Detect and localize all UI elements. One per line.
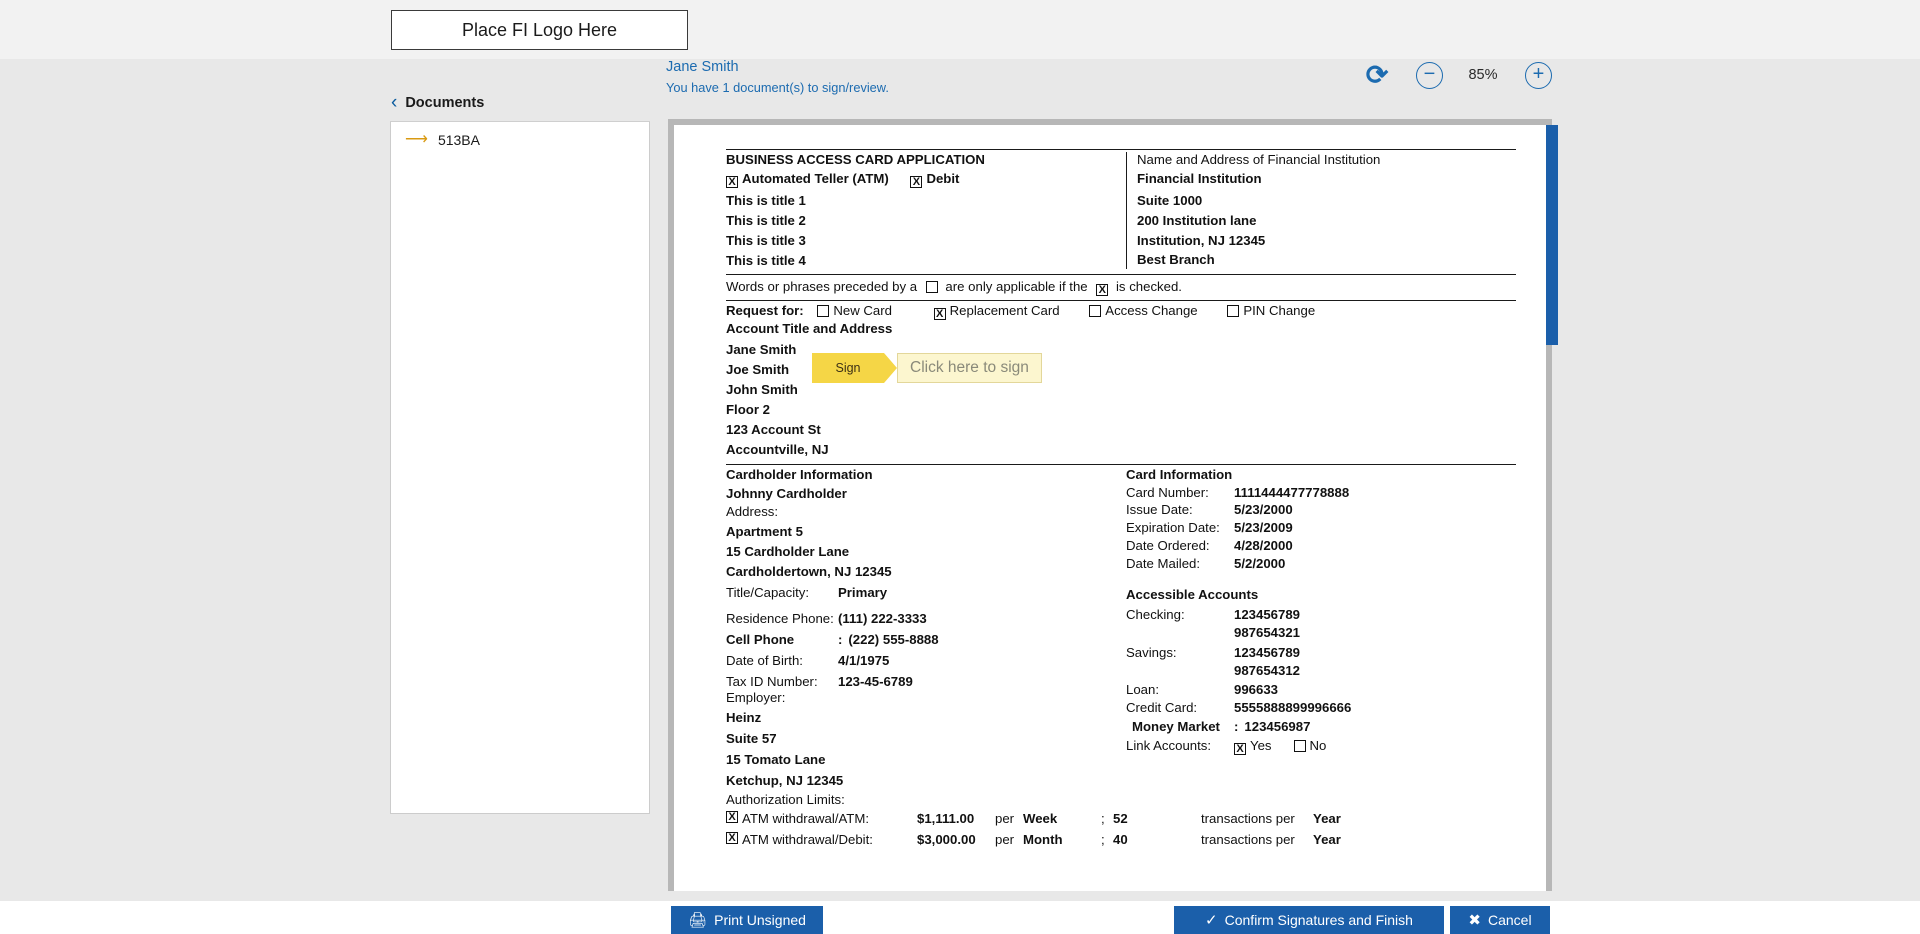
fi-line-4: Institution, NJ 12345 xyxy=(1137,232,1266,248)
sidebar-back-button[interactable] xyxy=(390,84,650,122)
card-info-label: Expiration Date: xyxy=(1126,520,1220,536)
title-capacity-row xyxy=(726,585,1126,602)
auth-limit-period: Week xyxy=(1023,810,1058,826)
accessible-label: Credit Card: xyxy=(1126,700,1198,716)
cancel-button[interactable] xyxy=(1450,906,1550,934)
accessible-accounts-header: Accessible Accounts xyxy=(1126,587,1259,603)
zoom-controls xyxy=(1360,60,1560,104)
title-line-2: This is title 2 xyxy=(726,212,806,228)
request-option-access-change xyxy=(1089,303,1201,318)
auth-limit-trans-label: transactions per xyxy=(1201,810,1295,826)
auth-limit-per: per xyxy=(995,831,1015,847)
zoom-in-button[interactable]: + xyxy=(1525,62,1552,89)
page-scroll-indicator[interactable] xyxy=(1546,125,1558,345)
link-no-label: No xyxy=(1309,738,1327,754)
account-line-6: Accountville, NJ xyxy=(726,441,829,457)
tax-id-label: Tax ID Number: xyxy=(726,673,818,689)
checkbox-access-change-icon[interactable] xyxy=(1089,305,1101,317)
close-icon: ✖ xyxy=(1468,911,1481,929)
accessible-label: Loan: xyxy=(1126,682,1160,698)
accessible-row xyxy=(1126,645,1516,662)
auth-limit-amount: $3,000.00 xyxy=(917,831,976,847)
card-type-debit-label: Debit xyxy=(926,170,960,186)
printer-icon: 🖨 xyxy=(688,911,708,929)
signature-field[interactable] xyxy=(812,353,1042,383)
employer-label: Employer: xyxy=(726,690,786,706)
accessible-label: Savings: xyxy=(1126,644,1177,660)
account-line-1: Jane Smith xyxy=(726,342,797,358)
document-page xyxy=(674,125,1546,891)
account-line-4: Floor 2 xyxy=(726,402,770,418)
auth-limit-trans-period: Year xyxy=(1313,810,1341,826)
auth-limit-count: 52 xyxy=(1113,810,1128,826)
card-info-value: 4/28/2000 xyxy=(1234,538,1293,554)
dob-label: Date of Birth: xyxy=(726,652,803,668)
cancel-label: Cancel xyxy=(1487,912,1532,928)
accessible-value: 987654312 xyxy=(1234,662,1301,678)
card-info-row xyxy=(1126,485,1516,502)
dob-row xyxy=(726,653,1126,670)
divider xyxy=(726,464,1516,465)
auth-limit-amount: $1,111.00 xyxy=(917,810,975,826)
zoom-level-label: 85% xyxy=(1468,67,1498,83)
auth-limit-label: ATM withdrawal/ATM: xyxy=(742,810,870,826)
check-icon: ✓ xyxy=(1205,911,1218,929)
sidebar-title: Documents xyxy=(405,94,485,111)
account-line-5: 123 Account St xyxy=(726,421,821,437)
accessible-row xyxy=(1126,607,1516,624)
accessible-row xyxy=(1126,700,1516,717)
fi-line-3: 200 Institution lane xyxy=(1137,212,1257,228)
accessible-value: 123456789 xyxy=(1234,606,1301,622)
card-type-atm xyxy=(726,171,892,186)
accessible-value: 5555888899996666 xyxy=(1234,700,1352,716)
sign-tag-arrow-icon xyxy=(884,353,897,383)
card-info-value: 5/23/2000 xyxy=(1234,502,1293,518)
card-info-row xyxy=(1126,520,1516,537)
account-title-label: Account Title and Address xyxy=(726,321,893,337)
money-market-row xyxy=(1126,719,1516,736)
auth-limit-per: per xyxy=(995,810,1015,826)
auth-limit-period: Month xyxy=(1023,831,1063,847)
request-option-replacement-card xyxy=(934,303,1064,318)
confirm-signatures-label: Confirm Signatures and Finish xyxy=(1224,912,1413,928)
auth-limit-semicolon: ; xyxy=(1101,831,1105,847)
fi-line-1: Financial Institution xyxy=(1137,170,1262,186)
request-option-label: New Card xyxy=(833,303,892,319)
checkbox-pin-change-icon[interactable] xyxy=(1227,305,1239,317)
auth-limit-trans-label: transactions per xyxy=(1201,831,1295,847)
address-label: Address: xyxy=(726,504,779,520)
dob-value: 4/1/1975 xyxy=(838,652,890,668)
documents-list xyxy=(390,122,650,814)
link-accounts-no xyxy=(1294,738,1327,755)
print-unsigned-label: Print Unsigned xyxy=(714,912,806,928)
request-option-new-card xyxy=(817,303,895,318)
cell-phone-label: Cell Phone xyxy=(726,631,795,647)
divider xyxy=(726,274,1516,275)
note-mid: are only applicable if the xyxy=(945,279,1088,295)
signing-status-text: You have 1 document(s) to sign/review. xyxy=(666,80,889,95)
employer-line-1: Heinz xyxy=(726,710,762,726)
checkbox-link-yes-icon[interactable] xyxy=(1234,743,1246,755)
auth-limit-row xyxy=(726,832,1516,849)
card-info-value: 5/23/2009 xyxy=(1234,520,1293,536)
print-unsigned-button[interactable] xyxy=(671,906,823,934)
zoom-out-button[interactable]: − xyxy=(1416,62,1443,89)
chevron-left-icon: ‹ xyxy=(391,92,398,113)
link-accounts-yes xyxy=(1234,738,1272,755)
document-title: BUSINESS ACCESS CARD APPLICATION xyxy=(726,152,985,167)
title-capacity-value: Primary xyxy=(838,585,888,601)
auth-limit-label: ATM withdrawal/Debit: xyxy=(742,831,873,847)
cell-phone-row xyxy=(726,632,1126,649)
residence-phone-value: (111) 222-3333 xyxy=(838,610,927,626)
click-here-to-sign-field[interactable]: Click here to sign xyxy=(897,353,1042,383)
employer-line-3: 15 Tomato Lane xyxy=(726,752,826,768)
title-line-1: This is title 1 xyxy=(726,192,806,208)
accessible-row xyxy=(1126,663,1516,680)
link-accounts-row xyxy=(1126,738,1516,755)
address-line-2: 15 Cardholder Lane xyxy=(726,544,850,560)
document-viewer[interactable] xyxy=(668,119,1552,891)
card-type-debit xyxy=(910,171,959,186)
link-yes-label: Yes xyxy=(1250,738,1272,754)
tax-id-value: 123-45-6789 xyxy=(838,673,913,689)
request-option-pin-change xyxy=(1227,303,1315,318)
accessible-value: 987654321 xyxy=(1234,624,1301,640)
auth-limit-trans-period: Year xyxy=(1313,831,1341,847)
application-header xyxy=(726,152,1126,269)
address-line-1: Apartment 5 xyxy=(726,524,803,540)
address-line-3: Cardholdertown, NJ 12345 xyxy=(726,564,892,580)
card-info-value: 1111444477778888 xyxy=(1234,484,1350,500)
document-content xyxy=(726,147,1516,849)
checkbox-auth-atm-icon[interactable] xyxy=(726,811,738,823)
cell-phone-value: (222) 555-8888 xyxy=(848,631,939,647)
cardholder-information xyxy=(726,467,1126,790)
card-info-row xyxy=(1126,502,1516,519)
cell-phone-separator: : xyxy=(838,631,843,647)
auth-limit-row xyxy=(726,811,1516,828)
note-pre: Words or phrases preceded by a xyxy=(726,279,918,295)
money-market-separator: : xyxy=(1234,719,1239,735)
employer-line-4: Ketchup, NJ 12345 xyxy=(726,773,844,789)
request-option-label: Replacement Card xyxy=(949,303,1060,319)
checkbox-debit-icon[interactable] xyxy=(910,176,922,188)
accessible-value: 123456789 xyxy=(1234,644,1301,660)
checkbox-note xyxy=(726,277,1516,298)
checkbox-link-no-icon[interactable] xyxy=(1294,740,1306,752)
card-info-value: 5/2/2000 xyxy=(1234,556,1286,572)
cardholder-header: Cardholder Information xyxy=(726,466,873,482)
employer-line-2: Suite 57 xyxy=(726,731,777,747)
card-info-row xyxy=(1126,538,1516,555)
accessible-value: 996633 xyxy=(1234,682,1279,698)
document-header-row xyxy=(726,152,1516,269)
card-info-label: Date Ordered: xyxy=(1126,538,1210,554)
note-post: is checked. xyxy=(1116,279,1182,295)
accessible-label: Checking: xyxy=(1126,606,1185,622)
money-market-label: Money Market xyxy=(1132,719,1220,735)
fi-line-5: Best Branch xyxy=(1137,252,1215,268)
account-line-2: Joe Smith xyxy=(726,362,790,378)
logo-bar xyxy=(0,0,1920,59)
tax-id-row xyxy=(726,674,1126,691)
arrow-right-icon: ⟶ xyxy=(405,131,428,148)
checkbox-auth-debit-icon[interactable] xyxy=(726,832,738,844)
title-capacity-label: Title/Capacity: xyxy=(726,585,810,601)
auth-limit-semicolon: ; xyxy=(1101,810,1105,826)
accessible-row xyxy=(1126,682,1516,699)
money-market-value: 123456987 xyxy=(1244,719,1311,735)
request-option-label: PIN Change xyxy=(1243,303,1316,319)
fi-address-block xyxy=(1126,152,1516,269)
divider xyxy=(726,300,1516,301)
detail-columns xyxy=(726,467,1516,790)
refresh-icon[interactable]: ⟳ xyxy=(1365,60,1389,90)
card-information xyxy=(1126,467,1516,790)
title-line-3: This is title 3 xyxy=(726,232,806,248)
checkbox-empty-icon xyxy=(926,281,938,293)
fi-header: Name and Address of Financial Institution xyxy=(1137,152,1381,167)
cardholder-name: Johnny Cardholder xyxy=(726,485,847,501)
confirm-signatures-button[interactable] xyxy=(1174,906,1444,934)
request-label: Request for: xyxy=(726,303,804,319)
auth-limit-count: 40 xyxy=(1113,831,1128,847)
card-type-atm-label: Automated Teller (ATM) xyxy=(742,170,889,186)
link-accounts-label: Link Accounts: xyxy=(1126,738,1212,754)
checkbox-replacement-card-icon[interactable] xyxy=(934,308,946,320)
divider xyxy=(726,149,1516,150)
body-area xyxy=(0,59,1920,929)
card-info-label: Date Mailed: xyxy=(1126,556,1201,572)
card-type-row xyxy=(726,171,1126,188)
card-info-label: Card Number: xyxy=(1126,484,1209,500)
signer-name: Jane Smith xyxy=(666,59,739,75)
document-name: 513BA xyxy=(437,132,480,148)
auth-limits-label: Authorization Limits: xyxy=(726,791,845,807)
card-info-row xyxy=(1126,556,1516,573)
accessible-row xyxy=(1126,625,1516,642)
residence-phone-row xyxy=(726,611,1126,628)
checkbox-checked-icon xyxy=(1096,284,1108,296)
list-item[interactable] xyxy=(391,122,649,158)
account-line-3: John Smith xyxy=(726,382,798,398)
request-row xyxy=(726,303,1516,320)
documents-sidebar xyxy=(390,84,650,854)
fi-logo-placeholder: Place FI Logo Here xyxy=(391,10,688,50)
fi-line-2: Suite 1000 xyxy=(1137,192,1203,208)
request-option-label: Access Change xyxy=(1105,303,1198,319)
sign-tag-label: Sign xyxy=(812,353,884,383)
residence-phone-label: Residence Phone: xyxy=(726,610,834,626)
title-line-4: This is title 4 xyxy=(726,252,806,268)
card-info-header: Card Information xyxy=(1126,466,1233,482)
checkbox-new-card-icon[interactable] xyxy=(817,305,829,317)
card-info-label: Issue Date: xyxy=(1126,502,1193,518)
checkbox-atm-icon[interactable] xyxy=(726,176,738,188)
